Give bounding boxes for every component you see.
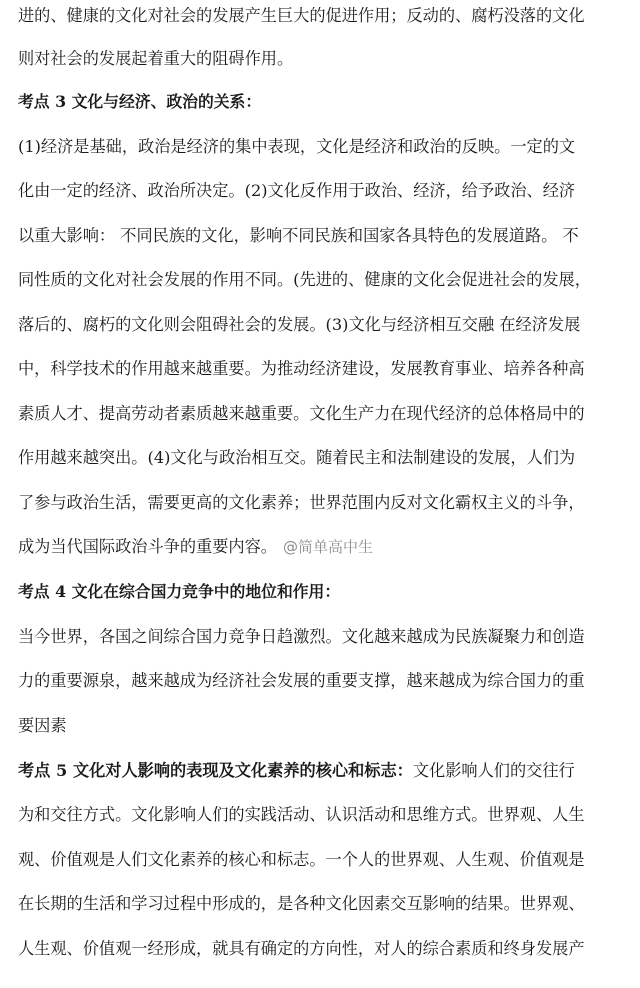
paragraph-line: 素质人才、提高劳动者素质越来越重要。文化生产力在现代经济的总体格局中的 <box>18 404 585 423</box>
section-heading-3: 考点 3 文化与经济、政治的关系： <box>18 92 262 111</box>
paragraph-line <box>18 757 630 785</box>
paragraph-line: 作用越来越突出。(4)文化与政治相互交。随着民主和法制建设的发展，人们为 <box>18 448 576 467</box>
paragraph-line: 进的、健康的文化对社会的发展产生巨大的促进作用；反动的、腐朽没落的文化 <box>18 6 585 25</box>
section-heading-4: 考点 4 文化在综合国力竞争中的地位和作用： <box>18 582 341 601</box>
paragraph-line: 当今世界，各国之间综合国力竞争日趋激烈。文化越来越成为民族凝聚力和创造 <box>18 627 585 646</box>
paragraph-line: 了参与政治生活，需要更高的文化素养；世界范围内反对文化霸权主义的斗争， <box>18 493 585 512</box>
paragraph-line: 观、价值观是人们文化素养的核心和标志。一个人的世界观、人生观、价值观是 <box>18 850 585 869</box>
paragraph-line: 同性质的文化对社会发展的作用不同。(先进的、健康的文化会促进社会的发展， <box>18 270 591 289</box>
paragraph-line: 为和交往方式。文化影响人们的实践活动、认识活动和思维方式。世界观、人生 <box>18 805 585 824</box>
paragraph-line: 力的重要源泉，越来越成为经济社会发展的重要支撑，越来越成为综合国力的重 <box>18 671 585 690</box>
paragraph-line <box>18 533 630 561</box>
section-heading-5: 考点 5 文化对人影响的表现及文化素养的核心和标志： <box>18 761 413 780</box>
paragraph-line: 化由一定的经济、政治所决定。(2)文化反作用于政治、经济，给予政治、经济 <box>18 181 576 200</box>
paragraph-line: 人生观、价值观一经形成，就具有确定的方向性，对人的综合素质和终身发展产 <box>18 939 585 958</box>
paragraph-line: 以重大影响： 不同民族的文化，影响不同民族和国家各具特色的发展道路。 不 <box>18 226 579 245</box>
paragraph-line: 落后的、腐朽的文化则会阻碍社会的发展。(3)文化与经济相互交融 在经济发展 <box>18 315 581 334</box>
watermark-text: @简单高中生 <box>283 538 374 556</box>
paragraph-line: 中，科学技术的作用越来越重要。为推动经济建设，发展教育事业、培养各种高 <box>18 359 585 378</box>
paragraph-text: 文化影响人们的交往行 <box>412 761 575 780</box>
paragraph-line: 则对社会的发展起着重大的阻碍作用。 <box>18 49 294 68</box>
paragraph-line: 在长期的生活和学习过程中形成的，是各种文化因素交互影响的结果。世界观、 <box>18 894 585 913</box>
paragraph-line: 要因素 <box>18 716 67 735</box>
paragraph-line: (1)经济是基础，政治是经济的集中表现，文化是经济和政治的反映。一定的文 <box>18 137 576 156</box>
paragraph-text: 成为当代国际政治斗争的重要内容。 <box>18 537 277 556</box>
